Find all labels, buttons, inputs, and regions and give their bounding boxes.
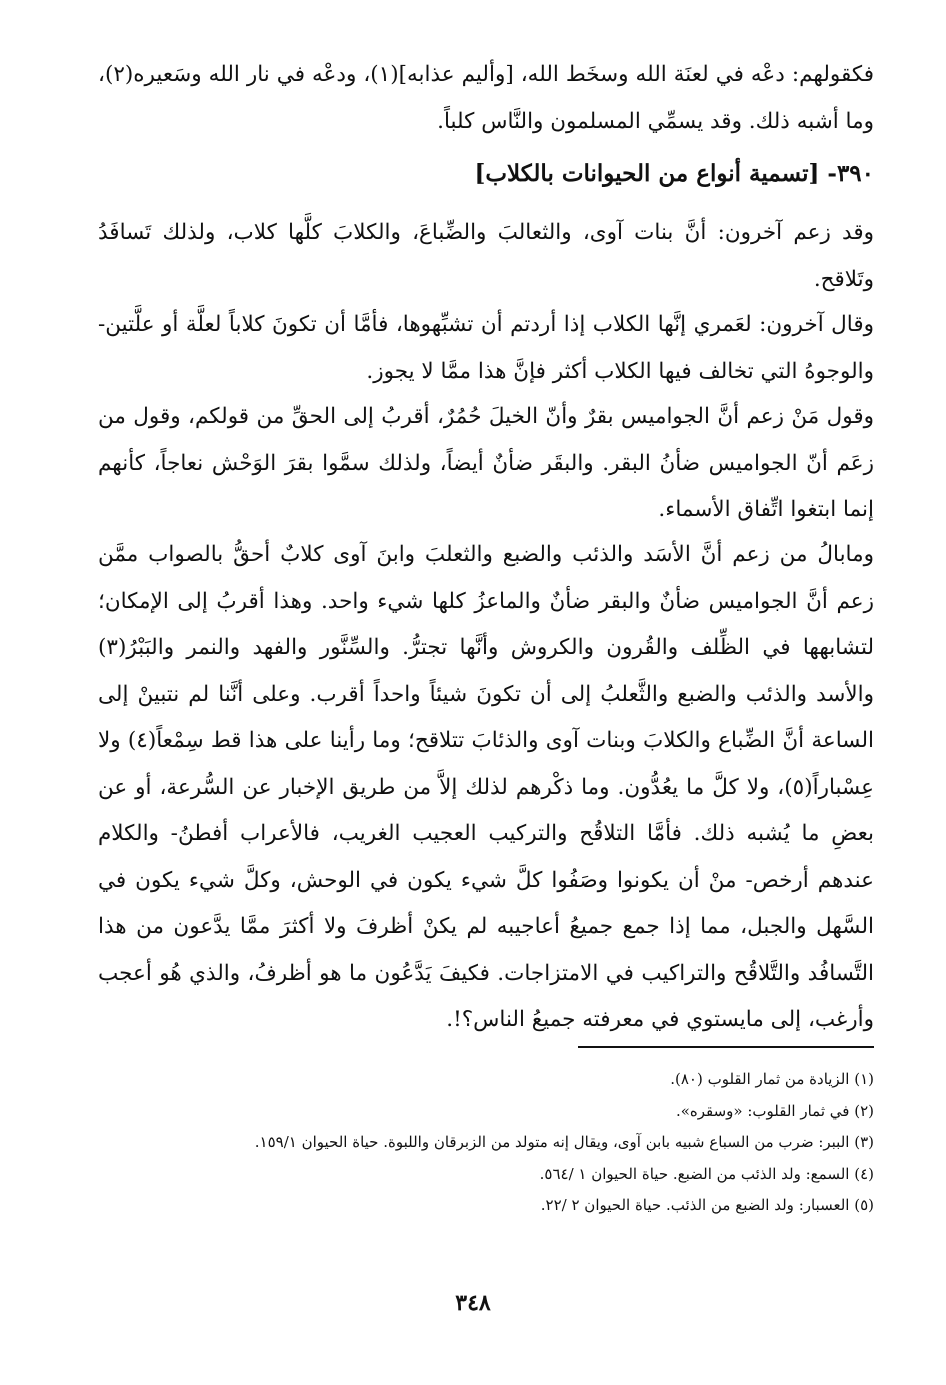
paragraph-1-block: [98, 52, 874, 145]
footnotes: [98, 1064, 874, 1222]
page-number: ٣٤٨: [455, 1290, 491, 1316]
footnote-5: (٥) العسبار: ولد الضبع من الذئب. حياة الحيوان ٢ /٢٢.: [540, 1196, 874, 1214]
paragraph-5-block: [98, 532, 874, 1044]
paragraph-2: وقد زعم آخرون: أنَّ بنات آوى، والثعالبَ والضِّباعَ، والكلابَ كلَّها كلاب، ولذلك تَسافَدُ وتَلاقح.: [98, 220, 874, 292]
paragraph-1: فكقولهم: دعْه في لعنَة الله وسخَط الله، [وأليم عذابه](١)، ودعْه في نار الله وسَعيره(٢)، وما أشبه ذلك. وقد يسمِّي المسلمون والنَّاس كلباً.: [98, 62, 874, 134]
footnote-4: (٤) السمع: ولد الذئب من الضبع. حياة الحيوان ١ /٥٦٤.: [539, 1164, 874, 1183]
paragraph-4-block: [98, 394, 874, 534]
footnote-2: (٢) في ثمار القلوب: «وسقره».: [675, 1101, 874, 1120]
paragraph-3: وقال آخرون: لعَمري إنَّها الكلاب إذا أردتم أن تشبِّهوها، فأمَّا أن تكونَ كلاباً لعلَّة أو علَّتين- والوجوهُ التي تخالف فيها الكلاب أكثر فإنَّ هذا ممَّا لا يجوز.: [98, 312, 874, 384]
section-heading: ٣٩٠- [تسمية أنواع من الحيوانات بالكلاب]: [474, 160, 874, 187]
paragraph-5: ومابالُ من زعم أنَّ الأسَد والذئب والضبع والثعلبَ وابنَ آوى كلابٌ أحقُّ بالصواب ممَّن زعم أنَّ الجواميس ضأنٌ والبقر ضأنٌ والماعزُ كلها شيء واحد. وهذا أقربُ إلى الإمكان؛ لتشابهها في الظِّلف والقُرون والكروش وأنَّها تجترُّ. والسِّنَّور والفهد والنمر والبَبْرُ(٣) والأسد والذئب والضبع والثَّعلبُ إلى أن تكونَ شيئاً واحداً أقرب. وعلى أنَّنا لم نتبينْ إلى الساعة أنَّ الضِّباع والكلابَ وبنات آوى والذئابَ تتلاقح؛ وما رأينا على هذا قط سِمْعاً(٤) ولا عِسْباراً(٥)، ولا كلَّ ما يعُدُّون. وما ذكْرهم لذلك إلاَّ من طريق الإخبار عن السُّرعة، أو عن بعضِ ما يُشبه ذلك. فأمَّا التلاقُح والتركيب العجيب الغريب، فالأعراب أفطنُ- والكلام عندهم أرخص- منْ أن يكونوا وصَفُوا كلَّ شيء يكون في الوحش، وكلَّ شيء يكون في السَّهل والجبل، مما إذا جمع جميعُ أعاجيبه لم يكنْ أظرفَ ولا أكثرَ ممَّا يدَّعون من هذا التَّسافُد والتَّلاقُح والتراكيب في الامتزاجات. فكيفَ يَدَّعُون ما هو أظرفُ، والذي هُو أعجب وأرغب، إلى مايستوي في معرفته جميعُ الناس؟!.: [98, 542, 875, 1032]
paragraph-2-block: [98, 210, 874, 303]
footnote-3: (٣) الببر: ضرب من السباع شبيه بابن آوى، ويقال إنه متولد من الزبرقان واللبوة. حياة الحيوان ١٥٩/١.: [254, 1133, 874, 1151]
footnote-1: (١) الزيادة من ثمار القلوب (٨٠).: [670, 1070, 874, 1088]
footnote-separator: [578, 1046, 874, 1048]
paragraph-4: وقول مَنْ زعم أنَّ الجواميس بقرٌ وأنّ الخيلَ حُمُرٌ، أقربُ إلى الحقِّ من قولكم، وقول من زعَم أنّ الجواميس ضأنُ البقر. والبقَر ضأنٌ أيضاً، ولذلك سمَّوا بقرَ الوَحْش نعاجاً، كأنهم إنما ابتغوا اتِّفاق الأسماء.: [98, 404, 874, 522]
paragraph-3-block: [98, 302, 874, 395]
